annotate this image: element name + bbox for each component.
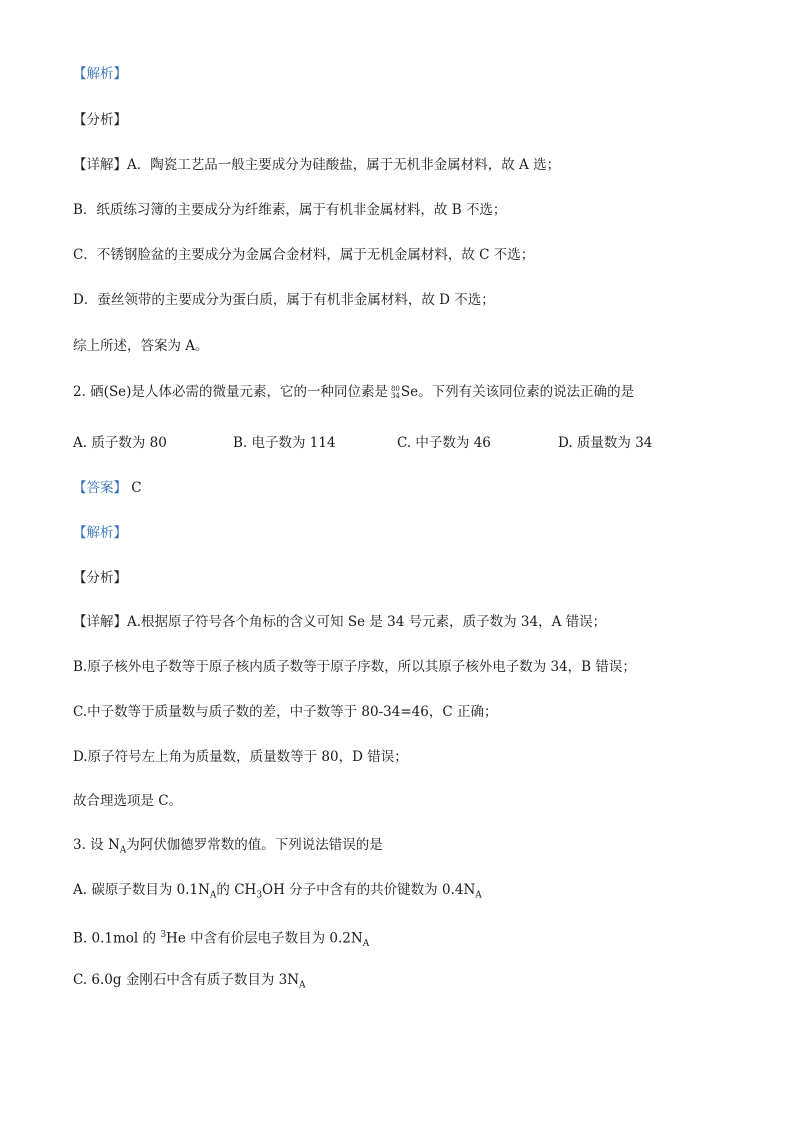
q2-option-b: B. 电子数为 114 [233,435,336,451]
q3-option-c-text: C. 6.0g 金刚石中含有质子数目为 3N [73,972,300,988]
q2-answer-tag: 【答案】 [73,480,127,496]
q2-explain-d: D.原子符号左上角为质量数，质量数等于 80，D 错误； [73,749,408,765]
q3-option-c [73,970,306,996]
q2-explain-b: B.原子核外电子数等于原子核内质子数等于原子序数，所以其原子核外电子数为 34，B 错误； [73,659,636,675]
q2-summary: 故合理选项是 C。 [73,793,183,809]
q2-option-d: D. 质量数为 34 [558,435,653,451]
q3-option-a [73,880,482,906]
q3-stem [73,835,383,861]
q3-option-b-sup: 3 [160,930,167,940]
q3-option-b-text: B. 0.1mol 的 [73,930,161,947]
q2-xiangjie-text: A.根据原子符号各个角标的含义可知 Se 是 34 号元素，质子数为 34，A 错误； [127,614,607,630]
q1-explain-b: B．纸质练习簿的主要成分为纤维素，属于有机非金属材料，故 B 不选； [73,202,507,218]
mass-number: 80 [390,384,400,393]
q2-stem [73,382,634,402]
q1-xiangjie-tag: 【详解】 [73,157,127,173]
q3-option-a-text2: 的 CH [216,882,257,898]
q2-stem-text-2: 。下列有关该同位素的说法正确的是 [418,384,635,400]
q1-summary: 综上所述，答案为 A。 [73,338,209,354]
q3-option-a-sub2: 3 [256,890,263,901]
q2-option-c: C. 中子数为 46 [397,435,491,451]
q1-fenxi-tag: 【分析】 [73,112,127,128]
q1-explain-d: D．蚕丝领带的主要成分为蛋白质，属于有机非金属材料，故 D 不选； [73,292,495,308]
q3-option-a-sub3: A [475,890,482,901]
q3-option-b-text2: He 中含有价层电子数目为 0.2N [166,930,363,947]
q2-stem-text: 2. 硒(Se)是人体必需的微量元素，它的一种同位素是 [73,384,388,400]
q1-xiangjie [73,155,560,175]
q3-option-a-text3: OH 分子中含有的共价键数为 0.4N [262,882,476,898]
isotope-numbers [391,386,400,400]
q3-option-b [73,925,369,954]
q2-jiexi-tag: 【解析】 [73,525,127,541]
q3-stem-text: 3. 设 N [73,837,120,853]
q3-stem-sub: A [119,845,127,856]
q3-option-a-sub1: A [209,890,217,901]
element-symbol: Se [400,384,419,400]
q3-option-c-sub: A [299,980,306,991]
q3-option-a-text: A. 碳原子数目为 0.1N [73,882,210,898]
q2-xiangjie [73,612,606,632]
atomic-number: 34 [390,391,400,400]
q1-xiangjie-text: A．陶瓷工艺品一般主要成分为硅酸盐，属于无机非金属材料，故 A 选； [127,157,561,173]
q2-answer-value: C [131,480,142,496]
q1-jiexi-tag: 【解析】 [73,66,127,82]
q2-fenxi-tag: 【分析】 [73,570,127,586]
q2-option-a: A. 质子数为 80 [73,435,167,451]
q2-answer [73,478,142,498]
q2-xiangjie-tag: 【详解】 [73,614,127,630]
q2-explain-c: C.中子数等于质量数与质子数的差，中子数等于 80-34=46，C 正确； [73,704,498,720]
q3-stem-text-2: 为阿伏伽德罗常数的值。下列说法错误的是 [126,837,383,853]
q3-option-b-sub: A [362,939,370,950]
q1-explain-c: C．不锈钢脸盆的主要成分为金属合金材料，属于无机金属材料，故 C 不选； [73,247,535,263]
